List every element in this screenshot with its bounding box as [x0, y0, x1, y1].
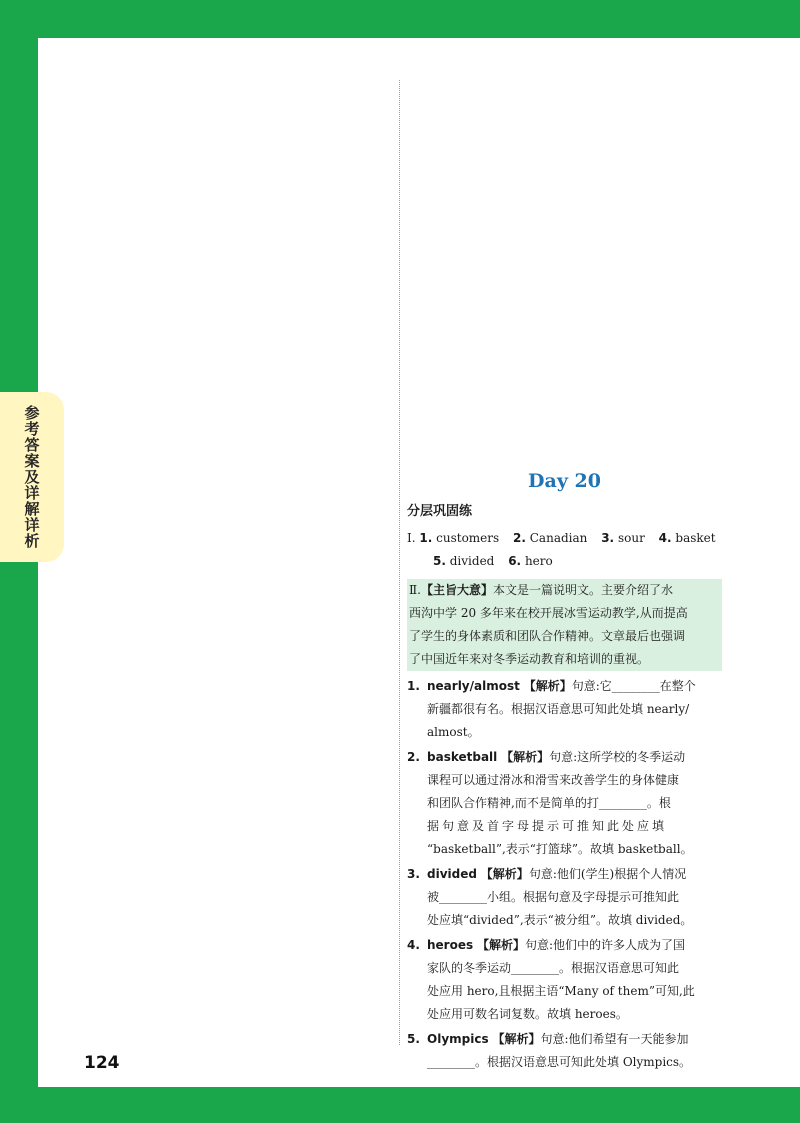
main-idea-line [409, 579, 720, 602]
item-answer: divided [427, 867, 477, 881]
page-number: 124 [84, 1053, 120, 1073]
item-text: 句意:这所学校的冬季运动 [549, 750, 686, 764]
item-text: 新疆都很有名。根据汉语意思可知此处填 nearly/ [427, 702, 690, 716]
item-number: 3. [407, 867, 420, 881]
item-text: 和团队合作精神,而不是简单的打________。根 [427, 796, 671, 810]
part1-line-1 [407, 527, 722, 550]
analysis-tag: 【解析】 [492, 1032, 541, 1046]
answer-number: 5. [433, 554, 446, 568]
item-answer: basketball [427, 750, 498, 764]
answer-word: Canadian [529, 531, 588, 545]
answer-word: sour [617, 531, 645, 545]
part2-label: Ⅱ. [409, 583, 421, 597]
side-tab-label: 参考答案及详解详析 [22, 405, 41, 549]
answer-word: divided [449, 554, 495, 568]
item-text: 家队的冬季运动________。根据汉语意思可知此 [427, 961, 680, 975]
analysis-item-3 [407, 863, 722, 932]
analysis-item-5 [407, 1028, 722, 1074]
answer-number: 6. [508, 554, 522, 568]
item-text: almost。 [427, 725, 480, 739]
item-text: 句意:他们希望有一天能参加 [540, 1032, 689, 1046]
main-idea-line: 西沟中学 20 多年来在校开展冰雪运动教学,从而提高 [409, 606, 688, 620]
item-answer: Olympics [427, 1032, 489, 1046]
analysis-tag: 【解析】 [476, 938, 525, 952]
top-green-border [0, 0, 800, 38]
item-number: 1. [407, 679, 420, 693]
analysis-tag: 【解析】 [523, 679, 572, 693]
main-idea-tag: 【主旨大意】 [420, 583, 493, 597]
item-text: 句意:他们(学生)根据个人情况 [528, 867, 687, 881]
item-number: 4. [407, 938, 420, 952]
item-number: 5. [407, 1032, 420, 1046]
part1-line-2 [407, 550, 722, 573]
item-text: ________。根据汉语意思可知此处填 Olympics。 [427, 1055, 692, 1069]
item-number: 2. [407, 750, 420, 764]
item-text: 被________小组。根据句意及字母提示可推知此 [427, 890, 680, 904]
analysis-item-4 [407, 934, 722, 1026]
analysis-tag: 【解析】 [501, 750, 550, 764]
analysis-item-2 [407, 746, 722, 861]
item-text: 处应用可数名词复数。故填 heroes。 [427, 1007, 628, 1021]
main-idea-line: 了学生的身体素质和团队合作精神。文章最后也强调 [409, 629, 686, 643]
item-text: 据句意及首字母提示可推知此处应填 [427, 819, 668, 833]
section-side-tab [0, 392, 64, 562]
item-answer: nearly/almost [427, 679, 520, 693]
column-divider [399, 80, 400, 1045]
main-idea-text: 本文是一篇说明文。主要介绍了水 [493, 583, 674, 597]
answer-column [407, 470, 722, 1074]
answer-word: basket [675, 531, 716, 545]
analysis-tag: 【解析】 [480, 867, 529, 881]
item-text: 课程可以通过滑冰和滑雪来改善学生的身体健康 [427, 773, 680, 787]
answer-number: 1. [419, 531, 433, 545]
part1-label: Ⅰ. [407, 531, 416, 545]
item-text: 处应用 hero,且根据主语“Many of them”可知,此 [427, 984, 695, 998]
main-idea-block [407, 579, 722, 671]
answer-number: 3. [601, 531, 615, 545]
answer-number: 2. [513, 531, 526, 545]
analysis-item-1 [407, 675, 722, 744]
item-answer: heroes [427, 938, 474, 952]
main-idea-line: 了中国近年来对冬季运动教育和培训的重视。 [409, 652, 650, 666]
section-title: 分层巩固练 [407, 504, 473, 519]
bottom-green-border [0, 1087, 800, 1123]
item-text: 处应填“divided”,表示“被分组”。故填 divided。 [427, 913, 693, 927]
answer-word: customers [436, 531, 500, 545]
answer-word: hero [524, 554, 553, 568]
item-text: “basketball”,表示“打篮球”。故填 basketball。 [427, 842, 693, 856]
item-text: 句意:它________在整个 [571, 679, 696, 693]
day-title: Day 20 [528, 470, 601, 492]
answer-number: 4. [658, 531, 672, 545]
item-text: 句意:他们中的许多人成为了国 [524, 938, 686, 952]
